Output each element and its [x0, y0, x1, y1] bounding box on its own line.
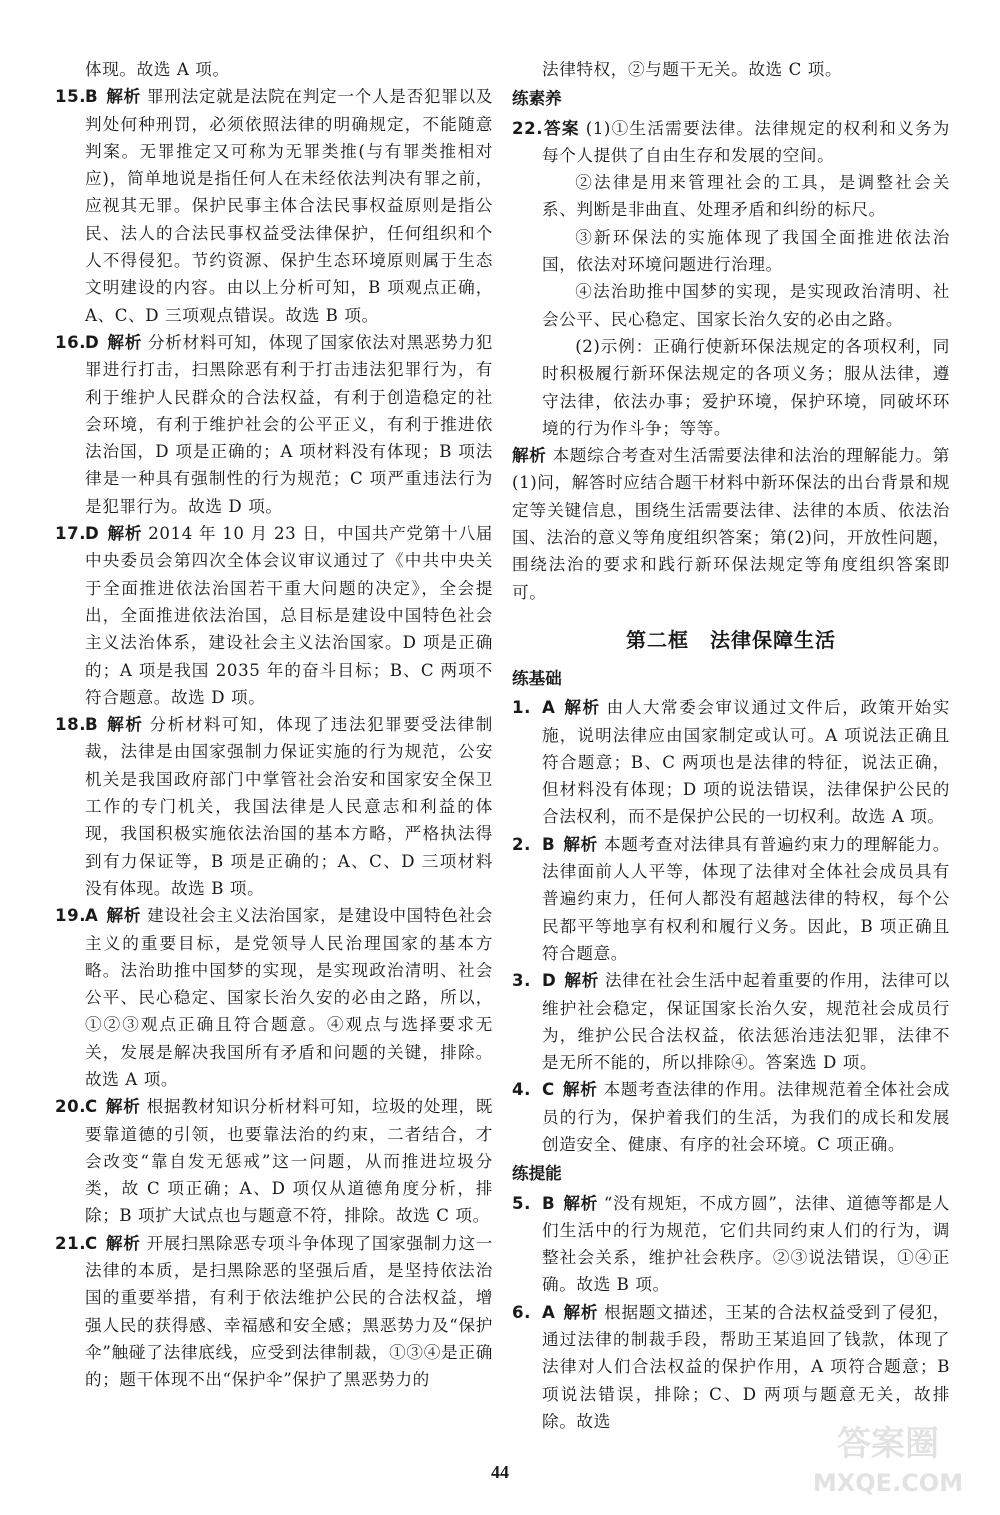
answer-22-para: ④法治助推中国梦的实现，是实现政治清明、社会公平、民心稳定、国家长治久安的必由之路。: [542, 282, 950, 329]
answer-item-19: 19. A 解析 建设社会主义法治国家，是建设中国特色社会主义的重要目标，是党领导人民治理国家的基本方略。法治助推中国梦的实现，是实现政治清明、社会公平、民心稳定、国家长治久安的必由之路，所以，①②③观点正确且符合题意。④观点与选择要求无关，发展是解决我国所有矛盾和问题的关键，排除。故选 A 项。: [55, 906, 494, 1089]
continued-text: 体现。故选 A 项。: [85, 60, 230, 79]
answer-item-5: 5. B 解析 “没有规矩，不成方圆”，法律、道德等都是人们生活中的行为规范，它们共同约束人们的行为，调整社会关系，维护社会秩序。②③说法错误，①④正确。故选 B 项。: [512, 1193, 950, 1295]
answer-22-para: (2)示例：正确行使新环保法规定的各项权利，同时积极履行新环保法规定的各项义务；服从法律，遵守法律，依法办事；爱护环境，保护环境，同破坏环境的行为作斗争；等等。: [542, 336, 950, 438]
practice-quality-heading: 练素养: [512, 89, 562, 109]
page-number: 44: [491, 1462, 509, 1482]
answer-item-2: 2. B 解析 本题考查对法律具有普遍约束力的理解能力。法律面前人人平等，体现了法律对全体社会成员具有普遍约束力，任何人都没有超越法律的特权，每个公民都平等地享有权利和履行义务。因此，B 项正确且符合题意。: [512, 834, 951, 963]
answer-item-20: 20. C 解析 根据教材知识分析材料可知，垃圾的处理，既要靠道德的引领，也要靠法治的约束，二者结合，才会改变“靠自发无惩戒”这一问题，从而推进垃圾分类，故 C 项正确；A、D 项仅从道德角度分析，排除；B 项扩大试点也与题意不符，排除。故选 C 项。: [55, 1097, 494, 1226]
continued-text: 法律特权，②与题干无关。故选 C 项。: [542, 60, 843, 79]
watermark-line1: 答案圈: [837, 1424, 939, 1464]
answer-item-4: 4. C 解析 本题考查法律的作用。法律规范着全体社会成员的行为，保护着我们的生活，为我们的成长和发展创造安全、健康、有序的社会环境。C 项正确。: [512, 1080, 951, 1154]
practice-skill-heading: 练提能: [512, 1164, 562, 1184]
answer-item-6: 6. A 解析 根据题文描述，王某的合法权益受到了侵犯，通过法律的制裁手段，帮助王某追回了钱款，体现了法律对人们合法权益的保护作用，A 项符合题意；B 项说法错误，排除；C、D 两项与题意无关，故排除。故选: [512, 1302, 951, 1431]
answer-22-para: ③新环保法的实施体现了我国全面推进依法治国，依法对环境问题进行治理。: [542, 227, 950, 275]
answer-item-21: 21. C 解析 开展扫黑除恶专项斗争体现了国家强制力这一法律的本质，是扫黑除恶的坚强后盾，是坚持依法治国的重要举措，有利于依法维护公民的合法权益，增强人民的获得感、幸福感和安全感；黑恶势力及“保护伞”触碰了法律底线，应受到法律制裁，①③④是正确的；题干体现不出“保护伞”保护了黑恶势力的: [55, 1233, 494, 1390]
watermark-logo: [798, 1415, 978, 1499]
answer-22-para: ②法律是用来管理社会的工具，是调整社会关系、判断是非曲直、处理矛盾和纠纷的标尺。: [542, 173, 950, 220]
answer-item-15: 15. B 解析 罪刑法定就是法院在判定一个人是否犯罪以及判处何种刑罚，必须依照法律的明确规定，不能随意判案。无罪推定又可称为无罪类推(与有罪类推相对应)，简单地说是指任何人在未经依法判决有罪之前，应视其无罪。保护民事主体合法民事权益原则是指公民、法人的合法民事权益受法律保护，任何组织和个人不得侵犯。节约资源、保护生态环境原则属于生态文明建设的内容。由以上分析可知，B 项观点正确，A、C、D 三项观点错误。故选 B 项。: [55, 87, 494, 325]
answer-22-analysis: 解析 本题综合考查对生活需要法律和法治的理解能力。第(1)问，解答时应结合题干材料中新环保法的出台背景和规定等关键信息，围绕生活需要法律、法律的本质、依法治国、法治的意义等角度组织答案；第(2)问，开放性问题，围绕法治的要求和践行新环保法规定等角度组织答案即可。: [512, 446, 950, 602]
answer-item-3: 3. D 解析 法律在社会生活中起着重要的作用，法律可以维护社会稳定，保证国家长治久安，规范社会成员行为，维护公民合法权益，依法惩治违法犯罪，法律不是无所不能的，所以排除④。答案选 D 项。: [512, 971, 951, 1073]
watermark-line2: MXQE.COM: [812, 1469, 964, 1497]
answer-item-17: 17. D 解析 2014 年 10 月 23 日，中国共产党第十八届中央委员会第四次全体会议审议通过了《中共中央关于全面推进依法治国若干重大问题的决定》，全会提出，全面推进依法治国，总目标是建设中国特色社会主义法治体系，建设社会主义法治国家。D 项是正确的；A 项是我国 2035 年的奋斗目标；B、C 两项不符合题意。故选 D 项。: [55, 524, 494, 707]
practice-basic-heading: 练基础: [512, 668, 562, 688]
answer-item-22: 22. 答案 (1)①生活需要法律。法律规定的权利和义务为每个人提供了自由生存和发展的空间。: [512, 118, 950, 165]
answer-item-16: 16. D 解析 分析材料可知，体现了国家依法对黑恶势力犯罪进行打击，扫黑除恶有利于打击违法犯罪行为，有利于维护人民群众的合法权益，有利于创造稳定的社会环境，有利于维护社会的公平正义，有利于推进依法治国，D 项是正确的；A 项材料没有体现；B 项法律是一种具有强制性的行为规范；C 项严重违法行为是犯罪行为。故选 D 项。: [55, 332, 494, 516]
right-column: [512, 56, 950, 1435]
section-title: 第二框 法律保障生活: [626, 627, 836, 652]
answer-item-1: 1. A 解析 由人大常委会审议通过文件后，政策开始实施，说明法律应由国家制定或认可。A 项说法正确且符合题意；B、C 两项也是法律的特征，说法正确，但材料没有体现；D 项的说法错误，法律保护公民的合法权利，而不是保护公民的一切权利。故选 A 项。: [512, 698, 950, 827]
left-column: [55, 56, 493, 1394]
answer-item-18: 18. B 解析 分析材料可知，体现了违法犯罪要受法律制裁，法律是由国家强制力保证实施的行为规范，公安机关是我国政府部门中掌管社会治安和国家安全保卫工作的专门机关，我国法律是人民意志和利益的体现，我国积极实施依法治国的基本方略，严格执法得到有力保证等，B 项是正确的；A、C、D 三项材料没有体现。故选 B 项。: [55, 715, 493, 898]
